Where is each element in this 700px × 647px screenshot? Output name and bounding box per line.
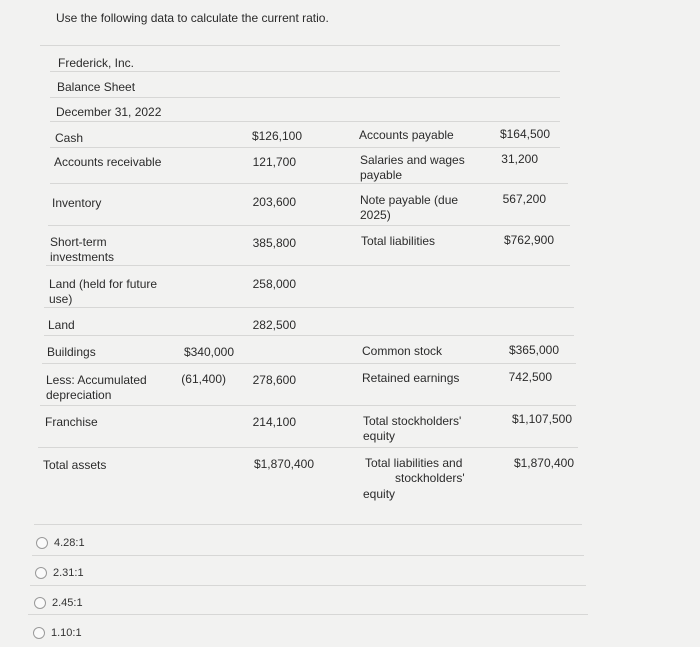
option-label[interactable]: 2.31:1 [53,567,84,579]
divider [30,585,586,586]
value-land: 282,500 [252,318,296,332]
divider [28,614,588,615]
label-retained-earnings: Retained earnings [362,371,460,385]
question-text: Use the following data to calculate the current ratio. [56,11,329,25]
divider [50,183,568,184]
divider [34,524,582,525]
divider [50,97,560,98]
divider [50,121,560,122]
value-total-assets: $1,870,400 [253,457,314,471]
value-salaries-wages-payable: 31,200 [501,152,538,166]
divider [42,363,576,364]
label-accounts-receivable: Accounts receivable [54,155,162,169]
divider [44,307,574,308]
divider [32,555,584,556]
label-total-stockholders-equity: Total stockholders' equity [363,414,462,443]
divider [48,225,570,226]
label-franchise: Franchise [45,415,98,429]
value-inventory: 203,600 [252,195,296,209]
label-salaries-wages-payable: Salaries and wages payable [360,153,465,182]
value-franchise: 214,100 [252,415,296,429]
label-total-liabilities: Total liabilities [361,234,436,248]
option-label[interactable]: 1.10:1 [51,627,82,639]
label-total-liabilities-and: Total liabilities and [365,456,463,470]
statement-date: December 31, 2022 [56,105,162,119]
value-common-stock: $365,000 [508,343,559,357]
value-retained-earnings: 742,500 [508,370,552,384]
value-total-stockholders-equity: $1,107,500 [511,412,572,426]
value-short-term-investments: 385,800 [252,236,296,250]
value-accounts-payable: $164,500 [499,127,550,141]
value-total-liabilities-and-equity: $1,870,400 [513,456,574,470]
company-name: Frederick, Inc. [58,56,135,70]
label-accounts-payable: Accounts payable [359,128,454,142]
label-equity: equity [363,487,396,501]
radio-button[interactable] [33,627,45,639]
radio-button[interactable] [36,537,48,549]
divider [38,447,578,448]
divider [44,335,574,336]
answer-option-3[interactable] [34,597,83,609]
label-note-payable: Note payable (due 2025) [360,193,459,222]
value-land-future-use: 258,000 [252,277,296,291]
value-note-payable: 567,200 [502,192,546,206]
option-label[interactable]: 2.45:1 [52,597,83,609]
value-buildings-gross: $340,000 [183,345,234,359]
label-cash: Cash [55,131,84,145]
value-buildings-net: 278,600 [252,373,296,387]
radio-button[interactable] [34,597,46,609]
statement-title: Balance Sheet [57,80,136,94]
divider [46,265,570,266]
divider [50,147,560,148]
label-stockholders: stockholders' [395,471,465,485]
label-land: Land [48,318,75,332]
answer-option-1[interactable] [36,537,85,549]
option-label[interactable]: 4.28:1 [54,537,85,549]
label-inventory: Inventory [52,196,102,210]
divider [40,45,560,46]
label-land-future-use: Land (held for future use) [49,277,158,306]
label-accumulated-depreciation: Less: Accumulated depreciation [46,373,147,402]
label-buildings: Buildings [47,345,96,359]
radio-button[interactable] [35,567,47,579]
label-short-term-investments: Short-term investments [50,235,115,264]
value-total-liabilities: $762,900 [503,233,554,247]
label-total-assets: Total assets [43,458,107,472]
value-accounts-receivable: 121,700 [252,155,296,169]
answer-option-2[interactable] [35,567,84,579]
value-cash: $126,100 [251,129,302,143]
label-common-stock: Common stock [362,344,443,358]
divider [40,405,576,406]
value-accumulated-depreciation: (61,400) [181,372,226,386]
answer-option-4[interactable] [33,627,82,639]
divider [50,71,560,72]
